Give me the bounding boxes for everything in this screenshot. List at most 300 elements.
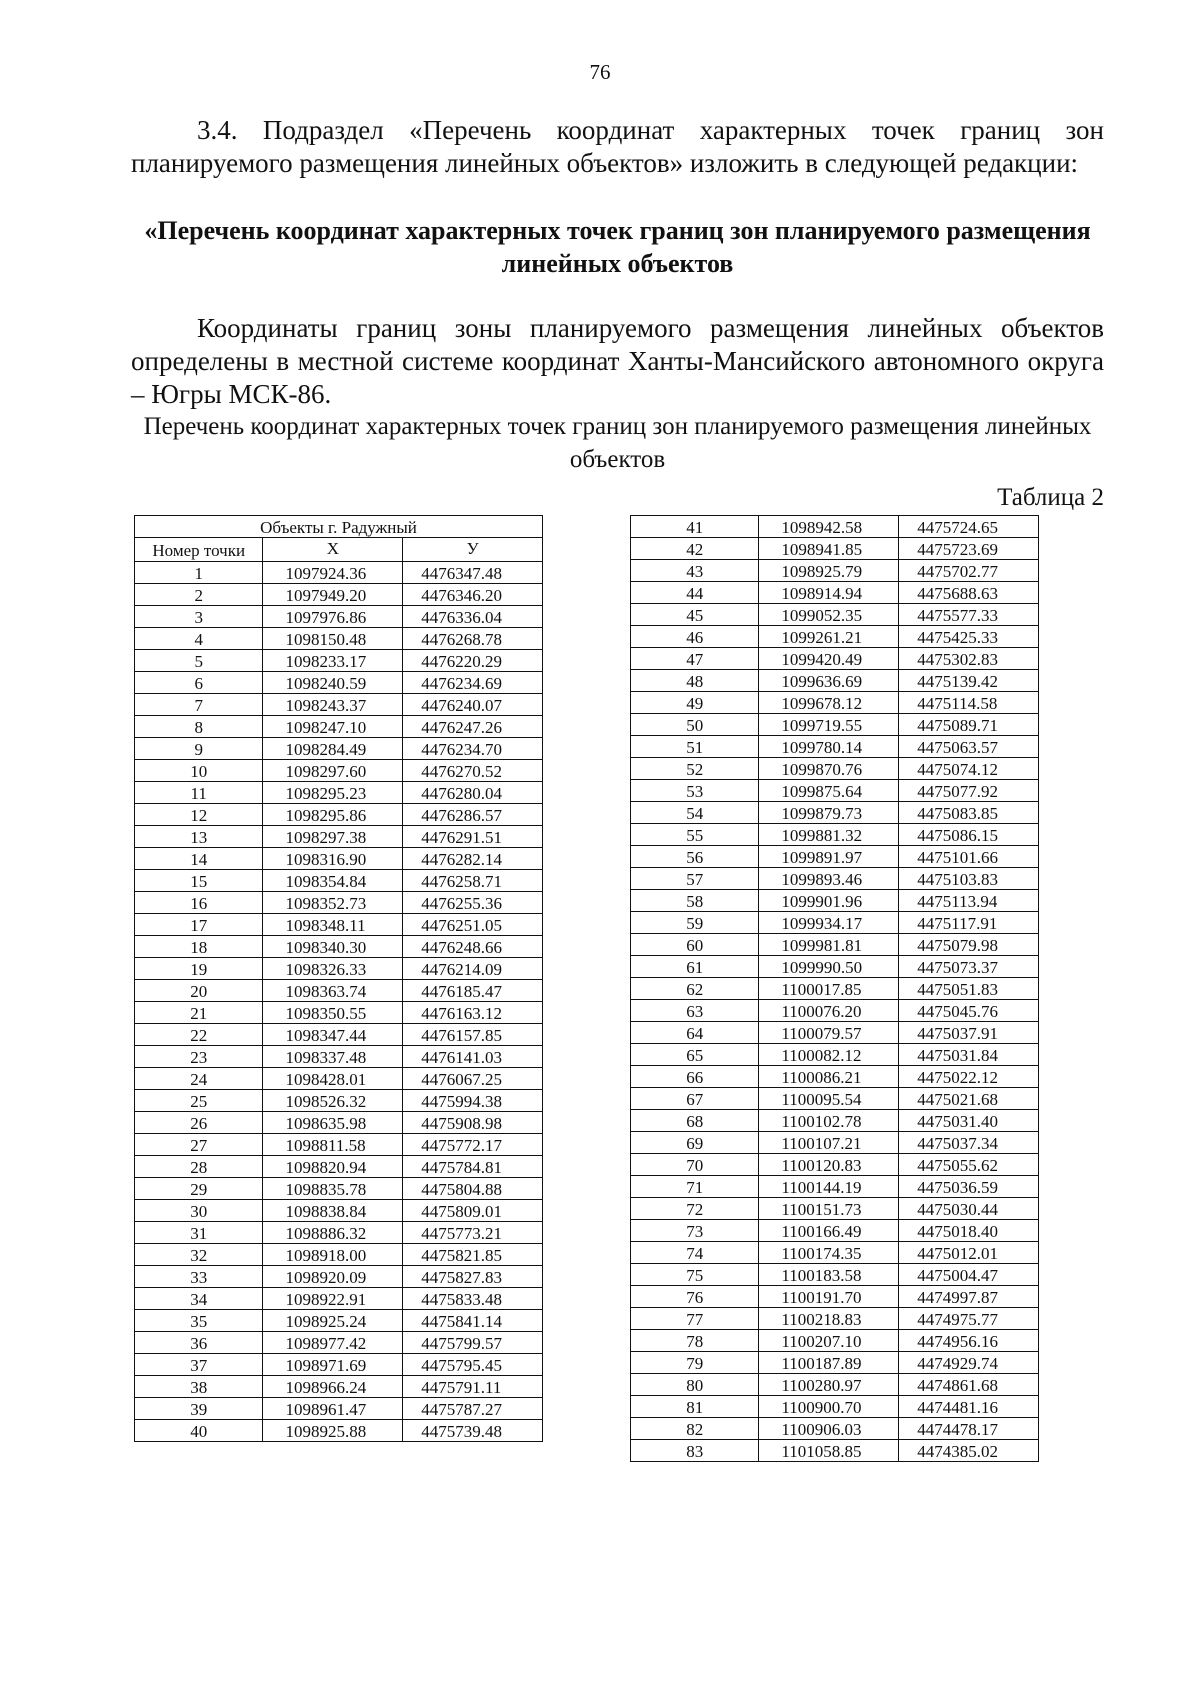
y-coordinate-cell: 4475773.21 xyxy=(403,1222,543,1244)
table-row xyxy=(631,736,1039,758)
table-row xyxy=(631,1154,1039,1176)
y-coordinate-cell: 4475139.42 xyxy=(899,670,1039,692)
point-number-cell: 30 xyxy=(135,1200,263,1222)
point-number-cell: 27 xyxy=(135,1134,263,1156)
point-number-cell: 77 xyxy=(631,1308,759,1330)
table-row xyxy=(135,1420,543,1442)
x-coordinate-cell: 1098925.79 xyxy=(759,560,899,582)
y-coordinate-cell: 4475302.83 xyxy=(899,648,1039,670)
x-coordinate-cell: 1098247.10 xyxy=(263,716,403,738)
y-coordinate-cell: 4474478.17 xyxy=(899,1418,1039,1440)
table-row xyxy=(631,978,1039,1000)
x-coordinate-cell: 1098363.74 xyxy=(263,980,403,1002)
point-number-cell: 29 xyxy=(135,1178,263,1200)
point-number-cell: 63 xyxy=(631,1000,759,1022)
table-row xyxy=(135,848,543,870)
x-coordinate-cell: 1100187.89 xyxy=(759,1352,899,1374)
x-coordinate-cell: 1100207.10 xyxy=(759,1330,899,1352)
y-coordinate-cell: 4475809.01 xyxy=(403,1200,543,1222)
y-coordinate-cell: 4475739.48 xyxy=(403,1420,543,1442)
table-row xyxy=(135,1222,543,1244)
x-coordinate-cell: 1100144.19 xyxy=(759,1176,899,1198)
point-number-cell: 56 xyxy=(631,846,759,868)
table-row xyxy=(135,782,543,804)
x-coordinate-cell: 1098297.60 xyxy=(263,760,403,782)
point-number-cell: 21 xyxy=(135,1002,263,1024)
x-coordinate-cell: 1098925.88 xyxy=(263,1420,403,1442)
coordinates-table-right xyxy=(630,515,1039,1462)
point-number-cell: 69 xyxy=(631,1132,759,1154)
y-coordinate-cell: 4475787.27 xyxy=(403,1398,543,1420)
y-coordinate-cell: 4476270.52 xyxy=(403,760,543,782)
x-coordinate-cell: 1097924.36 xyxy=(263,562,403,584)
x-coordinate-cell: 1100166.49 xyxy=(759,1220,899,1242)
table-row xyxy=(631,1044,1039,1066)
x-coordinate-cell: 1098295.86 xyxy=(263,804,403,826)
point-number-cell: 59 xyxy=(631,912,759,934)
y-coordinate-cell: 4475784.81 xyxy=(403,1156,543,1178)
point-number-cell: 55 xyxy=(631,824,759,846)
x-coordinate-cell: 1098977.42 xyxy=(263,1332,403,1354)
table-row xyxy=(631,1022,1039,1044)
x-coordinate-cell: 1099990.50 xyxy=(759,956,899,978)
x-coordinate-cell: 1099261.21 xyxy=(759,626,899,648)
x-coordinate-cell: 1099981.81 xyxy=(759,934,899,956)
table-row xyxy=(631,560,1039,582)
point-number-cell: 2 xyxy=(135,584,263,606)
x-coordinate-cell: 1098428.01 xyxy=(263,1068,403,1090)
table-row xyxy=(631,626,1039,648)
table-row xyxy=(631,648,1039,670)
y-coordinate-cell: 4476346.20 xyxy=(403,584,543,606)
y-coordinate-cell: 4476248.66 xyxy=(403,936,543,958)
x-coordinate-cell: 1099881.32 xyxy=(759,824,899,846)
table-caption: Перечень координат характерных точек границ зон планируемого размещения линейных объектов xyxy=(143,413,1092,473)
table-row xyxy=(631,912,1039,934)
y-coordinate-cell: 4474956.16 xyxy=(899,1330,1039,1352)
y-coordinate-cell: 4475036.59 xyxy=(899,1176,1039,1198)
y-coordinate-cell: 4475994.38 xyxy=(403,1090,543,1112)
table-row xyxy=(135,694,543,716)
point-number-cell: 81 xyxy=(631,1396,759,1418)
x-coordinate-cell: 1099934.17 xyxy=(759,912,899,934)
x-coordinate-cell: 1098233.17 xyxy=(263,650,403,672)
table-row xyxy=(631,1220,1039,1242)
y-coordinate-cell: 4475031.40 xyxy=(899,1110,1039,1132)
point-number-cell: 15 xyxy=(135,870,263,892)
point-number-cell: 67 xyxy=(631,1088,759,1110)
y-coordinate-cell: 4476347.48 xyxy=(403,562,543,584)
table-row xyxy=(631,714,1039,736)
x-coordinate-cell: 1100900.70 xyxy=(759,1396,899,1418)
x-coordinate-cell: 1098352.73 xyxy=(263,892,403,914)
x-coordinate-cell: 1098337.48 xyxy=(263,1046,403,1068)
point-number-cell: 12 xyxy=(135,804,263,826)
y-coordinate-cell: 4476067.25 xyxy=(403,1068,543,1090)
table-row xyxy=(135,650,543,672)
x-coordinate-cell: 1098966.24 xyxy=(263,1376,403,1398)
y-coordinate-cell: 4476214.09 xyxy=(403,958,543,980)
x-coordinate-cell: 1100095.54 xyxy=(759,1088,899,1110)
x-coordinate-cell: 1100079.57 xyxy=(759,1022,899,1044)
x-coordinate-cell: 1099420.49 xyxy=(759,648,899,670)
x-coordinate-cell: 1100218.83 xyxy=(759,1308,899,1330)
y-coordinate-cell: 4475772.17 xyxy=(403,1134,543,1156)
y-coordinate-cell: 4476247.26 xyxy=(403,716,543,738)
table-row xyxy=(631,1176,1039,1198)
table-row xyxy=(631,538,1039,560)
y-coordinate-cell: 4475083.85 xyxy=(899,802,1039,824)
table-row xyxy=(135,914,543,936)
table-row xyxy=(135,1178,543,1200)
point-number-cell: 46 xyxy=(631,626,759,648)
table-row xyxy=(631,1242,1039,1264)
x-coordinate-cell: 1100086.21 xyxy=(759,1066,899,1088)
table-row xyxy=(631,1440,1039,1462)
x-coordinate-cell: 1098348.11 xyxy=(263,914,403,936)
point-number-cell: 47 xyxy=(631,648,759,670)
y-coordinate-cell: 4476157.85 xyxy=(403,1024,543,1046)
point-number-cell: 60 xyxy=(631,934,759,956)
point-number-cell: 13 xyxy=(135,826,263,848)
point-number-cell: 3 xyxy=(135,606,263,628)
table-row xyxy=(631,692,1039,714)
table-group-header-row xyxy=(135,516,543,538)
coordinates-table-left xyxy=(134,515,543,1442)
point-number-cell: 73 xyxy=(631,1220,759,1242)
y-coordinate-cell: 4475841.14 xyxy=(403,1310,543,1332)
point-number-cell: 41 xyxy=(631,516,759,538)
point-number-cell: 16 xyxy=(135,892,263,914)
point-number-cell: 64 xyxy=(631,1022,759,1044)
y-coordinate-cell: 4476286.57 xyxy=(403,804,543,826)
x-coordinate-cell: 1099052.35 xyxy=(759,604,899,626)
y-coordinate-cell: 4475799.57 xyxy=(403,1332,543,1354)
table-row xyxy=(135,980,543,1002)
table-row xyxy=(135,1134,543,1156)
y-coordinate-cell: 4475031.84 xyxy=(899,1044,1039,1066)
y-coordinate-cell: 4475908.98 xyxy=(403,1112,543,1134)
y-coordinate-cell: 4475833.48 xyxy=(403,1288,543,1310)
table-row xyxy=(631,1330,1039,1352)
table-row xyxy=(135,1354,543,1376)
y-coordinate-cell: 4475037.34 xyxy=(899,1132,1039,1154)
table-row xyxy=(631,1286,1039,1308)
x-coordinate-cell: 1098150.48 xyxy=(263,628,403,650)
table-row xyxy=(631,934,1039,956)
x-coordinate-cell: 1098838.84 xyxy=(263,1200,403,1222)
point-number-cell: 18 xyxy=(135,936,263,958)
point-number-cell: 68 xyxy=(631,1110,759,1132)
x-coordinate-cell: 1099879.73 xyxy=(759,802,899,824)
y-coordinate-cell: 4475821.85 xyxy=(403,1244,543,1266)
column-header-y: У xyxy=(403,538,543,562)
table-row xyxy=(631,758,1039,780)
y-coordinate-cell: 4476234.70 xyxy=(403,738,543,760)
table-row xyxy=(631,1088,1039,1110)
table-row xyxy=(631,1418,1039,1440)
y-coordinate-cell: 4476163.12 xyxy=(403,1002,543,1024)
table-row xyxy=(631,846,1039,868)
table-row xyxy=(631,890,1039,912)
y-coordinate-cell: 4475702.77 xyxy=(899,560,1039,582)
y-coordinate-cell: 4476185.47 xyxy=(403,980,543,1002)
x-coordinate-cell: 1099875.64 xyxy=(759,780,899,802)
y-coordinate-cell: 4474997.87 xyxy=(899,1286,1039,1308)
y-coordinate-cell: 4475018.40 xyxy=(899,1220,1039,1242)
point-number-cell: 45 xyxy=(631,604,759,626)
point-number-cell: 25 xyxy=(135,1090,263,1112)
table-row xyxy=(631,802,1039,824)
table-row xyxy=(135,1156,543,1178)
table-row xyxy=(135,738,543,760)
table-row xyxy=(631,1374,1039,1396)
point-number-cell: 24 xyxy=(135,1068,263,1090)
table-group-header: Объекты г. Радужный xyxy=(135,516,543,538)
table-row xyxy=(631,1308,1039,1330)
point-number-cell: 51 xyxy=(631,736,759,758)
y-coordinate-cell: 4474929.74 xyxy=(899,1352,1039,1374)
x-coordinate-cell: 1097949.20 xyxy=(263,584,403,606)
y-coordinate-cell: 4476282.14 xyxy=(403,848,543,870)
table-row xyxy=(135,672,543,694)
x-coordinate-cell: 1098920.09 xyxy=(263,1266,403,1288)
table-row xyxy=(135,1288,543,1310)
y-coordinate-cell: 4476220.29 xyxy=(403,650,543,672)
y-coordinate-cell: 4476240.07 xyxy=(403,694,543,716)
x-coordinate-cell: 1100082.12 xyxy=(759,1044,899,1066)
y-coordinate-cell: 4475117.91 xyxy=(899,912,1039,934)
x-coordinate-cell: 1098243.37 xyxy=(263,694,403,716)
point-number-cell: 31 xyxy=(135,1222,263,1244)
x-coordinate-cell: 1098961.47 xyxy=(263,1398,403,1420)
point-number-cell: 79 xyxy=(631,1352,759,1374)
point-number-cell: 39 xyxy=(135,1398,263,1420)
x-coordinate-cell: 1100174.35 xyxy=(759,1242,899,1264)
point-number-cell: 20 xyxy=(135,980,263,1002)
point-number-cell: 11 xyxy=(135,782,263,804)
y-coordinate-cell: 4475724.65 xyxy=(899,516,1039,538)
x-coordinate-cell: 1099901.96 xyxy=(759,890,899,912)
table-row xyxy=(631,516,1039,538)
y-coordinate-cell: 4475804.88 xyxy=(403,1178,543,1200)
point-number-cell: 65 xyxy=(631,1044,759,1066)
y-coordinate-cell: 4476234.69 xyxy=(403,672,543,694)
table-row xyxy=(135,606,543,628)
point-number-cell: 54 xyxy=(631,802,759,824)
table-row xyxy=(135,628,543,650)
table-label: Таблица 2 xyxy=(997,484,1104,511)
table-row xyxy=(135,1068,543,1090)
point-number-cell: 10 xyxy=(135,760,263,782)
point-number-cell: 57 xyxy=(631,868,759,890)
y-coordinate-cell: 4475021.68 xyxy=(899,1088,1039,1110)
y-coordinate-cell: 4475055.62 xyxy=(899,1154,1039,1176)
page-number: 76 xyxy=(589,60,611,84)
point-number-cell: 58 xyxy=(631,890,759,912)
table-row xyxy=(135,1376,543,1398)
table-row xyxy=(631,1264,1039,1286)
point-number-cell: 7 xyxy=(135,694,263,716)
y-coordinate-cell: 4475012.01 xyxy=(899,1242,1039,1264)
table-row xyxy=(135,1332,543,1354)
y-coordinate-cell: 4475688.63 xyxy=(899,582,1039,604)
y-coordinate-cell: 4475045.76 xyxy=(899,1000,1039,1022)
y-coordinate-cell: 4475074.12 xyxy=(899,758,1039,780)
y-coordinate-cell: 4475827.83 xyxy=(403,1266,543,1288)
x-coordinate-cell: 1098886.32 xyxy=(263,1222,403,1244)
point-number-cell: 82 xyxy=(631,1418,759,1440)
x-coordinate-cell: 1100102.78 xyxy=(759,1110,899,1132)
x-coordinate-cell: 1099719.55 xyxy=(759,714,899,736)
x-coordinate-cell: 1098942.58 xyxy=(759,516,899,538)
x-coordinate-cell: 1098297.38 xyxy=(263,826,403,848)
y-coordinate-cell: 4476336.04 xyxy=(403,606,543,628)
point-number-cell: 9 xyxy=(135,738,263,760)
table-row xyxy=(135,1090,543,1112)
y-coordinate-cell: 4475113.94 xyxy=(899,890,1039,912)
table-row xyxy=(135,936,543,958)
table-row xyxy=(631,1000,1039,1022)
x-coordinate-cell: 1098811.58 xyxy=(263,1134,403,1156)
point-number-cell: 5 xyxy=(135,650,263,672)
y-coordinate-cell: 4475795.45 xyxy=(403,1354,543,1376)
table-row xyxy=(135,1024,543,1046)
point-number-cell: 4 xyxy=(135,628,263,650)
table-row xyxy=(135,1244,543,1266)
x-coordinate-cell: 1098925.24 xyxy=(263,1310,403,1332)
point-number-cell: 35 xyxy=(135,1310,263,1332)
point-number-cell: 71 xyxy=(631,1176,759,1198)
x-coordinate-cell: 1098971.69 xyxy=(263,1354,403,1376)
x-coordinate-cell: 1100906.03 xyxy=(759,1418,899,1440)
point-number-cell: 22 xyxy=(135,1024,263,1046)
point-number-cell: 1 xyxy=(135,562,263,584)
y-coordinate-cell: 4475063.57 xyxy=(899,736,1039,758)
table-row xyxy=(631,780,1039,802)
y-coordinate-cell: 4476251.05 xyxy=(403,914,543,936)
point-number-cell: 78 xyxy=(631,1330,759,1352)
table-row xyxy=(135,870,543,892)
x-coordinate-cell: 1099678.12 xyxy=(759,692,899,714)
y-coordinate-cell: 4474481.16 xyxy=(899,1396,1039,1418)
x-coordinate-cell: 1098350.55 xyxy=(263,1002,403,1024)
y-coordinate-cell: 4475077.92 xyxy=(899,780,1039,802)
x-coordinate-cell: 1098914.94 xyxy=(759,582,899,604)
table-row xyxy=(135,562,543,584)
x-coordinate-cell: 1098316.90 xyxy=(263,848,403,870)
y-coordinate-cell: 4474385.02 xyxy=(899,1440,1039,1462)
table-row xyxy=(631,1198,1039,1220)
y-coordinate-cell: 4475022.12 xyxy=(899,1066,1039,1088)
y-coordinate-cell: 4475004.47 xyxy=(899,1264,1039,1286)
point-number-cell: 83 xyxy=(631,1440,759,1462)
y-coordinate-cell: 4474861.68 xyxy=(899,1374,1039,1396)
point-number-cell: 32 xyxy=(135,1244,263,1266)
y-coordinate-cell: 4476280.04 xyxy=(403,782,543,804)
y-coordinate-cell: 4475089.71 xyxy=(899,714,1039,736)
table-row xyxy=(135,1112,543,1134)
point-number-cell: 70 xyxy=(631,1154,759,1176)
point-number-cell: 49 xyxy=(631,692,759,714)
y-coordinate-cell: 4475577.33 xyxy=(899,604,1039,626)
point-number-cell: 66 xyxy=(631,1066,759,1088)
x-coordinate-cell: 1099870.76 xyxy=(759,758,899,780)
point-number-cell: 23 xyxy=(135,1046,263,1068)
y-coordinate-cell: 4476255.36 xyxy=(403,892,543,914)
table-row xyxy=(631,956,1039,978)
point-number-cell: 43 xyxy=(631,560,759,582)
x-coordinate-cell: 1098941.85 xyxy=(759,538,899,560)
y-coordinate-cell: 4475114.58 xyxy=(899,692,1039,714)
x-coordinate-cell: 1100017.85 xyxy=(759,978,899,1000)
table-row xyxy=(631,868,1039,890)
x-coordinate-cell: 1098918.00 xyxy=(263,1244,403,1266)
point-number-cell: 42 xyxy=(631,538,759,560)
y-coordinate-cell: 4475791.11 xyxy=(403,1376,543,1398)
x-coordinate-cell: 1098326.33 xyxy=(263,958,403,980)
point-number-cell: 50 xyxy=(631,714,759,736)
y-coordinate-cell: 4475079.98 xyxy=(899,934,1039,956)
point-number-cell: 76 xyxy=(631,1286,759,1308)
y-coordinate-cell: 4475037.91 xyxy=(899,1022,1039,1044)
y-coordinate-cell: 4476291.51 xyxy=(403,826,543,848)
x-coordinate-cell: 1099636.69 xyxy=(759,670,899,692)
table-row xyxy=(135,760,543,782)
section-heading: «Перечень координат характерных точек границ зон планируемого размещения линейных объектов xyxy=(144,216,1091,278)
x-coordinate-cell: 1098240.59 xyxy=(263,672,403,694)
y-coordinate-cell: 4474975.77 xyxy=(899,1308,1039,1330)
y-coordinate-cell: 4475073.37 xyxy=(899,956,1039,978)
x-coordinate-cell: 1100183.58 xyxy=(759,1264,899,1286)
table-row xyxy=(135,1398,543,1420)
point-number-cell: 62 xyxy=(631,978,759,1000)
x-coordinate-cell: 1101058.85 xyxy=(759,1440,899,1462)
table-row xyxy=(631,1132,1039,1154)
y-coordinate-cell: 4475103.83 xyxy=(899,868,1039,890)
x-coordinate-cell: 1100191.70 xyxy=(759,1286,899,1308)
x-coordinate-cell: 1099893.46 xyxy=(759,868,899,890)
x-coordinate-cell: 1098295.23 xyxy=(263,782,403,804)
table-row xyxy=(135,1200,543,1222)
table-row xyxy=(631,1066,1039,1088)
point-number-cell: 28 xyxy=(135,1156,263,1178)
x-coordinate-cell: 1098347.44 xyxy=(263,1024,403,1046)
x-coordinate-cell: 1100280.97 xyxy=(759,1374,899,1396)
point-number-cell: 44 xyxy=(631,582,759,604)
point-number-cell: 19 xyxy=(135,958,263,980)
section-paragraph: 3.4. Подраздел «Перечень координат характерных точек границ зон планируемого размещения линейных объектов» изложить в следующей редакции: xyxy=(131,115,1104,178)
x-coordinate-cell: 1100107.21 xyxy=(759,1132,899,1154)
table-row xyxy=(631,1396,1039,1418)
table-row xyxy=(135,1310,543,1332)
point-number-cell: 38 xyxy=(135,1376,263,1398)
point-number-cell: 36 xyxy=(135,1332,263,1354)
table-row xyxy=(135,804,543,826)
column-header-number: Номер точки xyxy=(135,538,263,562)
table-row xyxy=(135,958,543,980)
table-row xyxy=(631,824,1039,846)
column-header-x: Х xyxy=(263,538,403,562)
point-number-cell: 40 xyxy=(135,1420,263,1442)
point-number-cell: 72 xyxy=(631,1198,759,1220)
table-row xyxy=(135,892,543,914)
point-number-cell: 74 xyxy=(631,1242,759,1264)
point-number-cell: 33 xyxy=(135,1266,263,1288)
y-coordinate-cell: 4475101.66 xyxy=(899,846,1039,868)
x-coordinate-cell: 1098526.32 xyxy=(263,1090,403,1112)
table-row xyxy=(135,826,543,848)
